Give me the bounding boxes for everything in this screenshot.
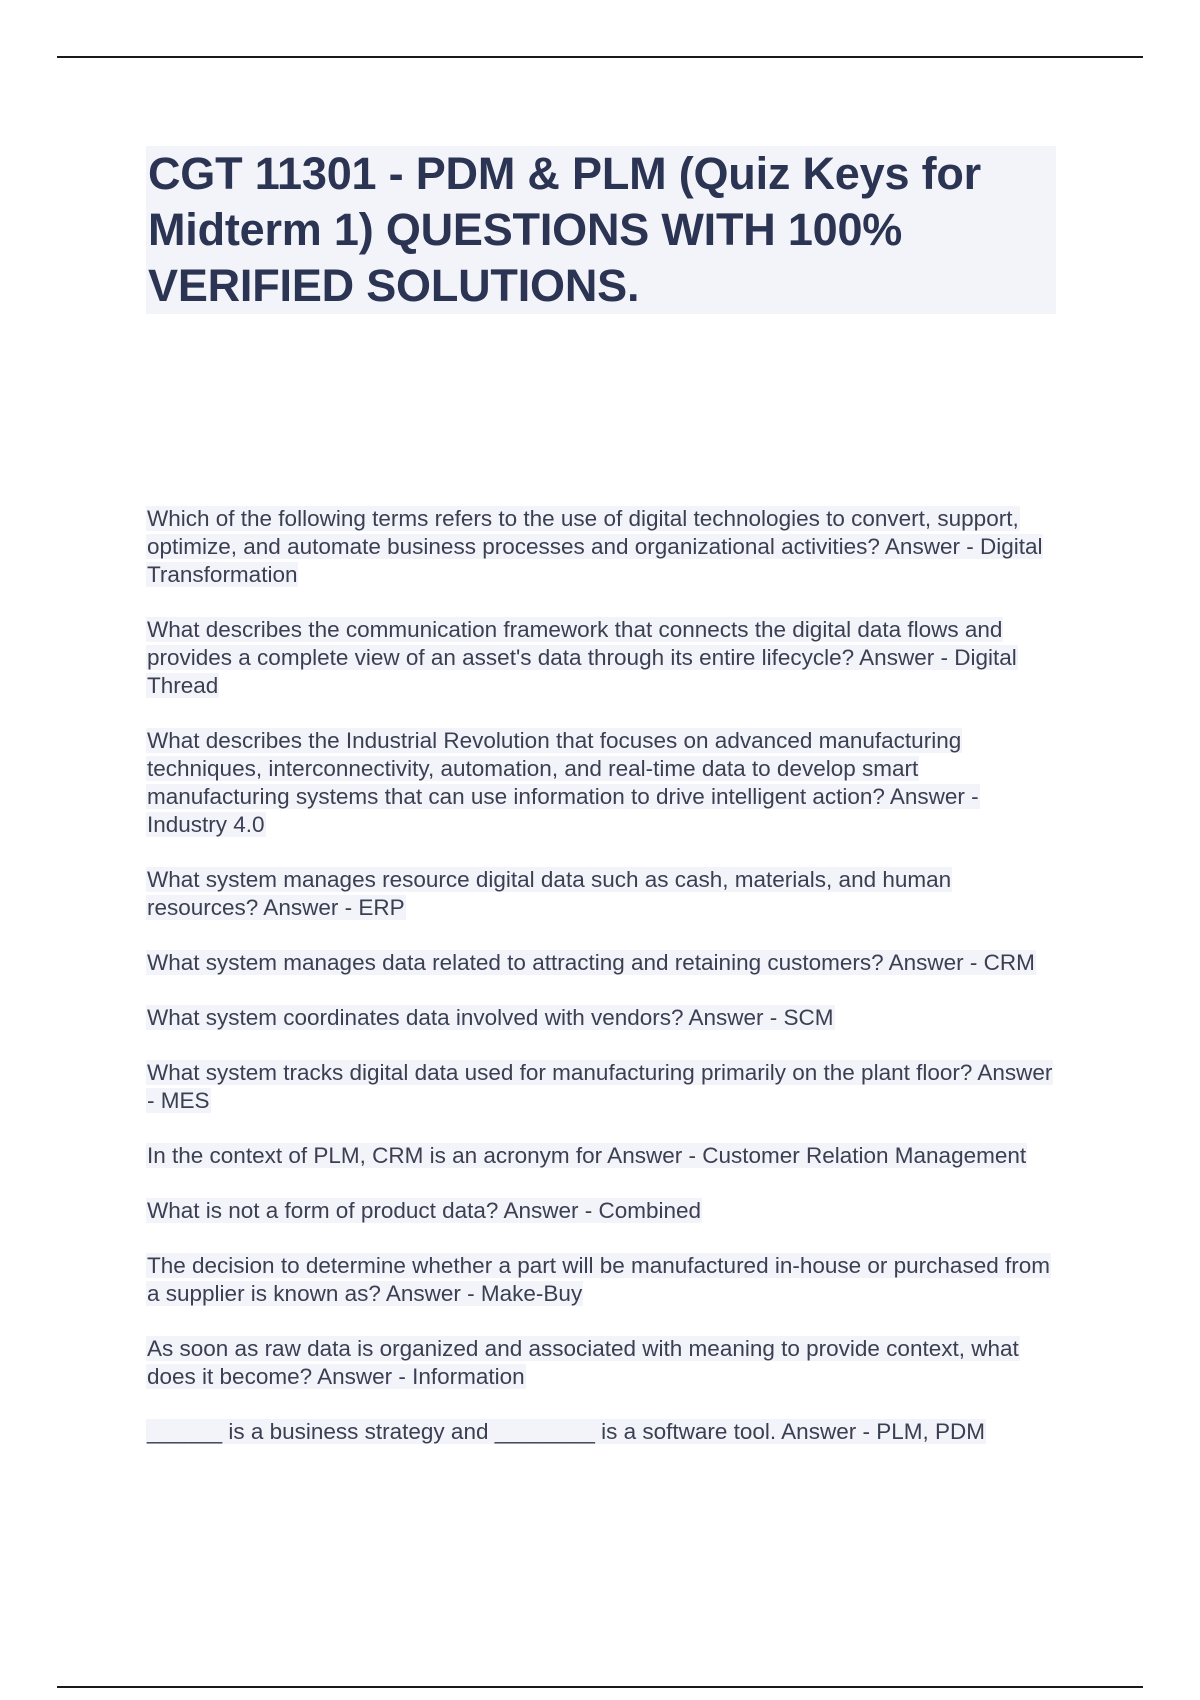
question-text: The decision to determine whether a part will be manufactured in-house or purchased from a supplier is known as? Answer - Make-Buy — [147, 1253, 1050, 1306]
question-item-4 — [146, 866, 1056, 922]
question-item-7 — [146, 1059, 1056, 1115]
question-text: What describes the communication framework that connects the digital data flows and provides a complete view of an asset's data through its entire lifecycle? Answer - Digital Thread — [147, 617, 1017, 698]
document-title: CGT 11301 - PDM & PLM (Quiz Keys for Midterm 1) QUESTIONS WITH 100% VERIFIED SOLUTIONS. — [146, 146, 1056, 314]
question-text: What system manages data related to attracting and retaining customers? Answer - CRM — [147, 950, 1035, 975]
question-item-9 — [146, 1197, 1056, 1225]
question-item-11 — [146, 1335, 1056, 1391]
question-text: ______ is a business strategy and ________ is a software tool. Answer - PLM, PDM — [147, 1419, 985, 1444]
question-text: What describes the Industrial Revolution that focuses on advanced manufacturing techniques, interconnectivity, automation, and real-time data to develop smart manufacturing systems that can use information to drive intelligent action? Answer - Industry 4.0 — [147, 728, 979, 837]
question-text: What system manages resource digital data such as cash, materials, and human resources? Answer - ERP — [147, 867, 952, 920]
question-item-5 — [146, 949, 1056, 977]
document-page — [146, 146, 1056, 1473]
question-text: What is not a form of product data? Answer - Combined — [147, 1198, 702, 1223]
question-text: Which of the following terms refers to the use of digital technologies to convert, support, optimize, and automate business processes and organizational activities? Answer - Digital Transformation — [147, 506, 1043, 587]
question-item-12 — [146, 1418, 1056, 1446]
question-item-8 — [146, 1142, 1056, 1170]
question-text: As soon as raw data is organized and associated with meaning to provide context, what does it become? Answer - Information — [147, 1336, 1019, 1389]
footer-rule — [57, 1686, 1143, 1688]
question-list — [146, 505, 1056, 1446]
question-text: In the context of PLM, CRM is an acronym for Answer - Customer Relation Management — [147, 1143, 1027, 1168]
question-item-1 — [146, 505, 1056, 589]
question-item-6 — [146, 1004, 1056, 1032]
question-item-3 — [146, 727, 1056, 839]
question-text: What system coordinates data involved with vendors? Answer - SCM — [147, 1005, 834, 1030]
header-rule — [57, 56, 1143, 58]
question-item-2 — [146, 616, 1056, 700]
question-item-10 — [146, 1252, 1056, 1308]
question-text: What system tracks digital data used for manufacturing primarily on the plant floor? Answer - MES — [147, 1060, 1053, 1113]
